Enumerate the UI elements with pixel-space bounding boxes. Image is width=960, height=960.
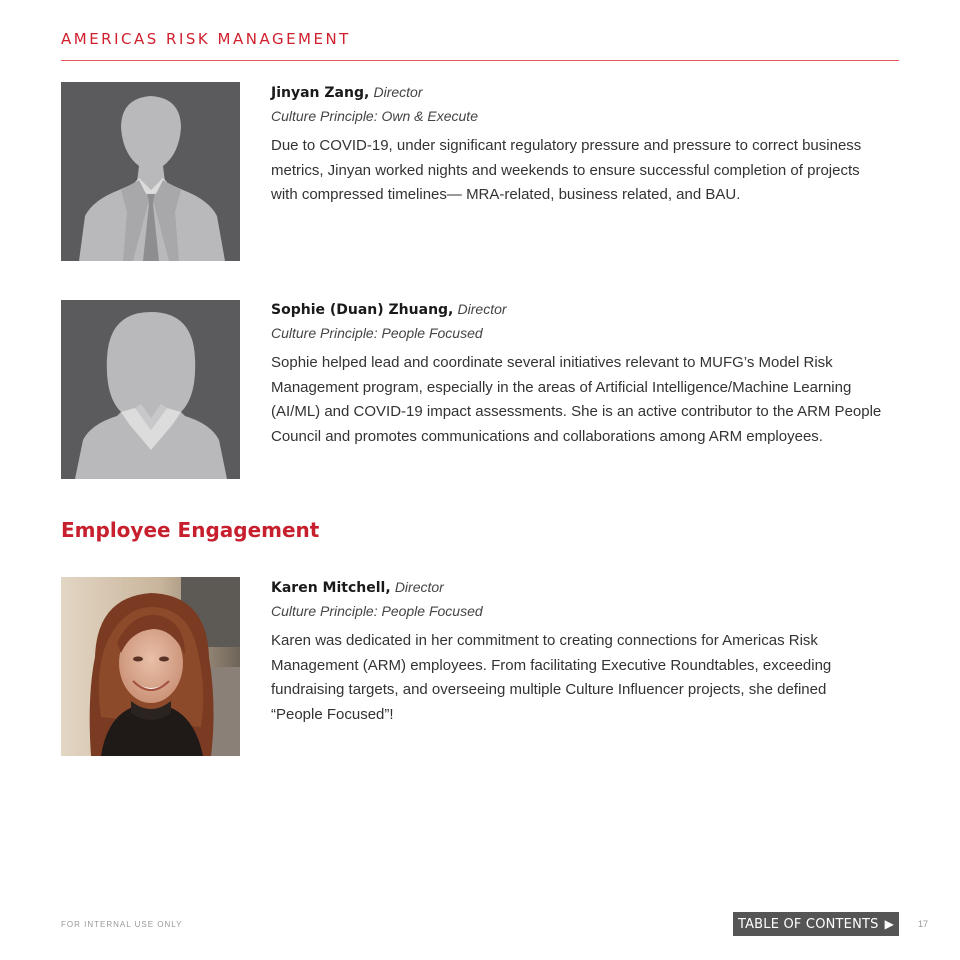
profile-photo-placeholder-female [61,300,240,479]
profile-sophie-zhuang [271,300,891,449]
portrait-photo [61,577,240,756]
profile-bio: Sophie helped lead and coordinate several initiatives relevant to MUFG’s Model Risk Management program, especially in the areas of Artificial Intelligence/Machine Learning (AI/ML) and COVID-19 impact assessments. She is an active contributor to the ARM People Council and promotes communications and collaborations among ARM employees. [271,354,882,445]
profile-jinyan-zang [271,83,891,208]
play-arrow-icon: ▶ [884,917,895,931]
profile-photo-placeholder-male [61,82,240,261]
culture-principle: Culture Principle: People Focused [271,325,483,341]
profile-karen-mitchell [271,578,891,727]
name-line [271,300,891,319]
profile-title: Director [394,579,444,595]
name-line [271,578,891,597]
toc-button-label: TABLE OF CONTENTS [737,917,879,932]
section-header: AMERICAS RISK MANAGEMENT [61,30,351,48]
name-line [271,83,891,102]
male-silhouette-icon [61,82,240,261]
header-divider [61,60,899,61]
footer-internal-note: FOR INTERNAL USE ONLY [61,920,183,929]
profile-name: Karen Mitchell, [271,580,391,596]
profile-bio: Karen was dedicated in her commitment to creating connections for Americas Risk Management (ARM) employees. From facilitating Executive Roundtables, exceeding fundraising targets, and overseeing multiple Culture Influencer projects, she defined “People Focused”! [271,632,832,723]
profile-title: Director [373,84,423,100]
female-silhouette-icon [61,300,240,479]
page-number: 17 [918,919,929,929]
culture-principle: Culture Principle: People Focused [271,603,483,619]
profile-name: Jinyan Zang, [271,85,370,101]
table-of-contents-button[interactable] [733,912,899,936]
culture-principle: Culture Principle: Own & Execute [271,108,478,124]
profile-photo-karen-mitchell [61,577,240,756]
profile-name: Sophie (Duan) Zhuang, [271,302,454,318]
profile-title: Director [457,301,507,317]
profile-bio: Due to COVID-19, under significant regulatory pressure and pressure to correct business metrics, Jinyan worked nights and weekends to ensure successful completion of projects with compressed timelines— MRA-related, business related, and BAU. [271,137,862,203]
subsection-heading: Employee Engagement [61,518,320,542]
